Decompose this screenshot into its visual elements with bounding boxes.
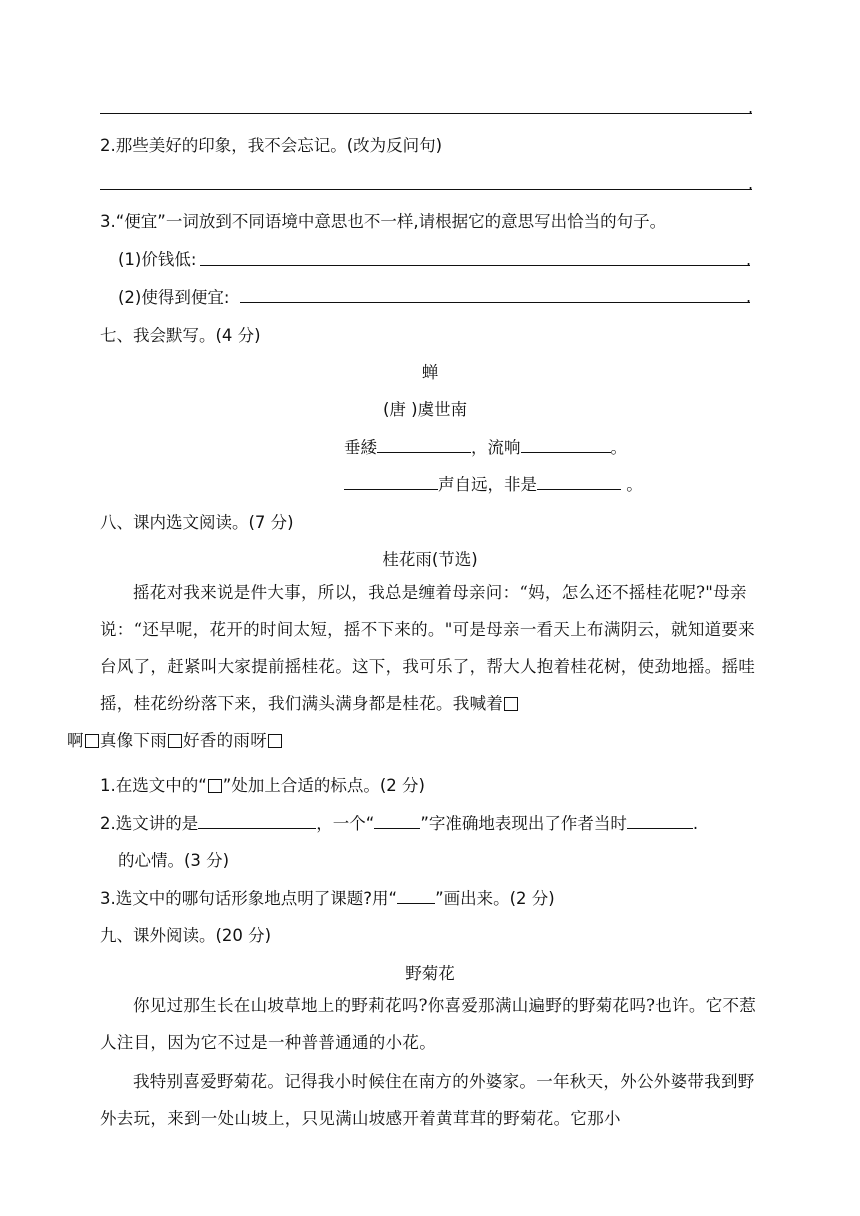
answer-line-q2	[100, 189, 752, 190]
question-3-end: ”画出来。(2 分)	[435, 889, 555, 908]
blank-q2-event[interactable]	[198, 812, 316, 829]
poem-line-1-end: 。	[610, 438, 627, 457]
passage-guihua-text	[67, 574, 760, 759]
blank-q2-feeling[interactable]	[627, 812, 693, 829]
poem-line-2	[344, 471, 643, 495]
passage-yejuhua-para-1: 你见过那生长在山坡草地上的野莉花吗?你喜爱那满山遍野的野菊花吗?也许。它不惹人注目，因为它不过是一种普普通通的小花。	[100, 996, 757, 1052]
punctuation-box-1[interactable]	[504, 697, 518, 711]
section-8-question-2-cont: 的心情。(3 分)	[118, 851, 230, 870]
poem-title: 蝉	[421, 363, 439, 382]
question-1-box	[208, 779, 222, 793]
poem-line-1-mid: ，流响	[471, 438, 521, 457]
question-2-mid: ，一个“	[316, 814, 375, 833]
passage-title-guihua: 桂花雨(节选)	[382, 550, 478, 569]
blank-q2-word[interactable]	[374, 812, 420, 829]
section-8-question-2	[100, 810, 698, 834]
blank-poem-4[interactable]	[537, 473, 621, 490]
blank-q3-mark	[397, 887, 435, 904]
section-8-question-1	[100, 772, 425, 796]
passage-end-a: 啊	[67, 731, 84, 750]
section-7-heading: 七、我会默写。(4 分)	[100, 326, 261, 345]
section-8-heading: 八、课内选文阅读。(7 分)	[100, 513, 294, 532]
answer-line-q3-2	[240, 302, 750, 303]
question-1-end: ”处加上合适的标点。(2 分)	[222, 776, 425, 795]
question-1-start: 1.在选文中的“	[100, 776, 207, 795]
blank-poem-3[interactable]	[344, 473, 438, 490]
passage-end-b: 真像下雨	[99, 731, 168, 750]
answer-line-q3-1	[200, 265, 750, 266]
poem-line-2-end: 。	[621, 475, 643, 494]
question-2-start: 2.选文讲的是	[100, 814, 199, 833]
question-3: 3.“便宜”一词放到不同语境中意思也不一样,请根据它的意思写出恰当的句子。	[100, 212, 667, 231]
answer-line-top	[100, 113, 752, 114]
section-9-heading: 九、课外阅读。(20 分)	[100, 926, 272, 945]
passage-end-c: 好香的雨呀	[183, 731, 268, 750]
question-2-rewrite: 2.那些美好的印象，我不会忘记。(改为反问句)	[100, 136, 443, 155]
answer-line-q2-dot: .	[748, 174, 754, 193]
question-3-item-1: (1)价钱低:	[118, 250, 197, 269]
punctuation-box-4[interactable]	[268, 734, 282, 748]
blank-poem-2[interactable]	[521, 436, 611, 453]
poem-line-1-start: 垂緌	[344, 438, 377, 457]
answer-line-q3-2-dot: .	[746, 287, 752, 306]
question-3-start: 3.选文中的哪句话形象地点明了课题?用“	[100, 889, 398, 908]
question-2-dot: .	[692, 814, 699, 833]
answer-line-q3-1-dot: .	[746, 250, 752, 269]
passage-yejuhua-para-2: 我特别喜爱野菊花。记得我小时候住在南方的外婆家。一年秋天，外公外婆带我到野外去玩，来到一处山坡上，只见满山坡感开着黄茸茸的野菊花。它那小	[100, 1072, 755, 1128]
question-3-item-2: (2)使得到便宜:	[118, 288, 230, 307]
poem-author: (唐 )虞世南	[383, 400, 468, 419]
punctuation-box-2[interactable]	[85, 734, 99, 748]
poem-line-2-mid: 声自远，非是	[438, 475, 537, 494]
punctuation-box-3[interactable]	[168, 734, 182, 748]
section-8-question-3	[100, 885, 555, 909]
question-2-mid2: ”字准确地表现出了作者当时	[420, 814, 627, 833]
answer-line-top-dot: .	[748, 98, 754, 117]
passage-guihua-body: 摇花对我来说是件大事，所以，我总是缠着母亲问：“妈，怎么还不摇桂花呢?"母亲说：“还早呢，花开的时间太短，摇不下来的。"可是母亲一看天上布满阴云，就知道要来台风了，赶紧叫大家提前摇桂花。这下，我可乐了，帮大人抱着桂花树，使劲地摇。摇哇摇，桂花纷纷落下来，我们满头满身都是桂花。我喊着	[100, 583, 756, 713]
blank-poem-1[interactable]	[377, 436, 471, 453]
passage-title-yejuhua: 野菊花	[405, 964, 455, 983]
poem-line-1	[344, 434, 627, 458]
